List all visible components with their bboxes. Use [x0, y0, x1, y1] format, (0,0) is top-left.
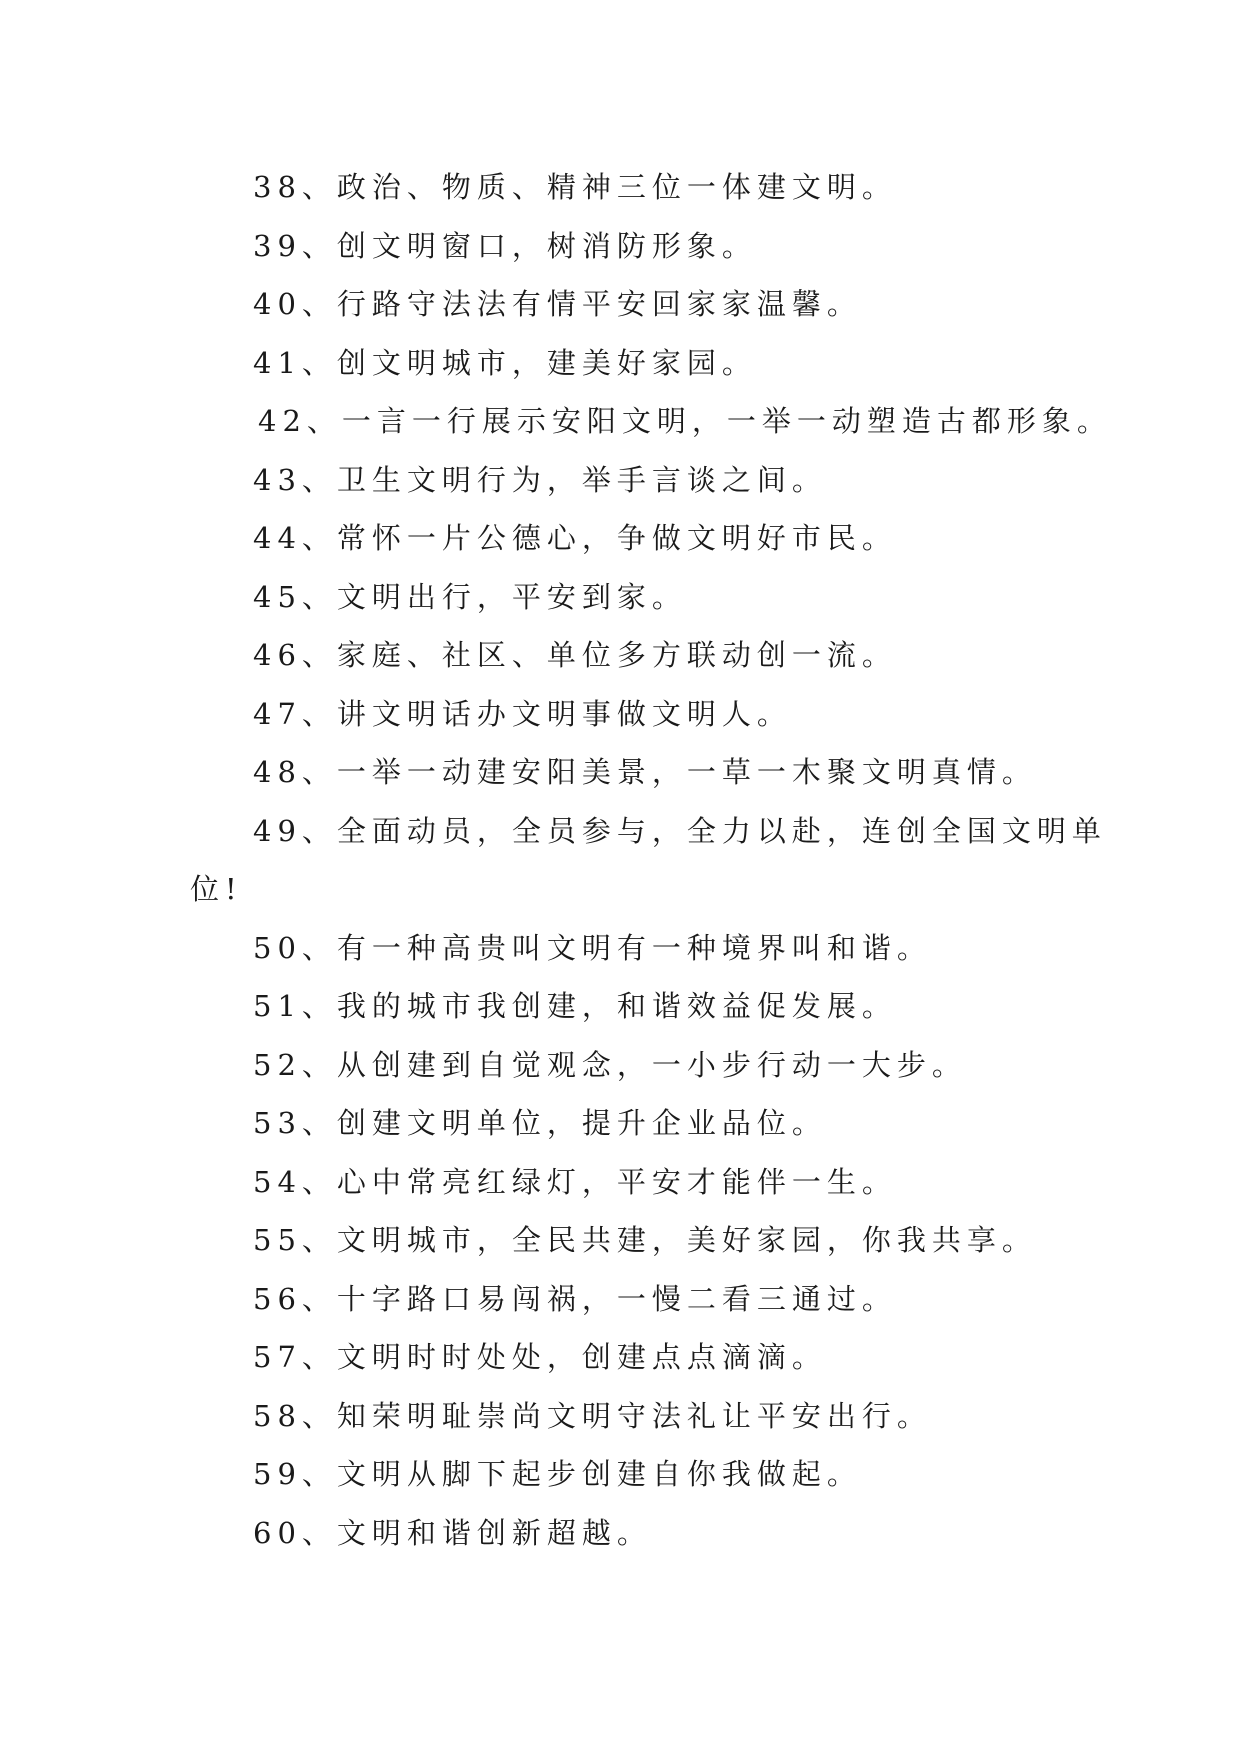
slogan-line-42: 42、一言一行展示安阳文明，一举一动塑造古都形象。 [258, 404, 1112, 438]
slogan-line-39: 39、创文明窗口，树消防形象。 [253, 228, 757, 263]
slogan-line-38: 38、政治、物质、精神三位一体建文明。 [253, 170, 897, 204]
slogan-line-49: 49、全面动员，全员参与，全力以赴，连创全国文明单 [253, 813, 1107, 848]
slogan-line-50: 50、有一种高贵叫文明有一种境界叫和谐。 [253, 930, 932, 965]
slogan-line-43: 43、卫生文明行为，举手言谈之间。 [253, 462, 827, 497]
slogan-line-46: 46、家庭、社区、单位多方联动创一流。 [253, 638, 897, 672]
slogan-line-47: 47、讲文明话办文明事做文明人。 [253, 696, 792, 731]
document-body [190, 158, 1112, 1562]
slogan-line-56: 56、十字路口易闯祸，一慢二看三通过。 [253, 1281, 897, 1316]
slogan-line-44: 44、常怀一片公德心，争做文明好市民。 [253, 521, 897, 555]
slogan-line-45: 45、文明出行，平安到家。 [253, 579, 687, 614]
slogan-line-58: 58、知荣明耻崇尚文明守法礼让平安出行。 [253, 1398, 932, 1433]
slogan-line-55: 55、文明城市，全民共建，美好家园，你我共享。 [253, 1223, 1037, 1257]
slogan-line-40: 40、行路守法法有情平安回家家温馨。 [253, 287, 862, 321]
slogan-line-41: 41、创文明城市，建美好家园。 [253, 345, 757, 380]
slogan-line-53: 53、创建文明单位，提升企业品位。 [253, 1106, 827, 1140]
slogan-line-48: 48、一举一动建安阳美景，一草一木聚文明真情。 [253, 755, 1037, 789]
slogan-line-59: 59、文明从脚下起步创建自你我做起。 [253, 1457, 862, 1491]
slogan-line-52: 52、从创建到自觉观念，一小步行动一大步。 [253, 1047, 967, 1082]
slogan-line-60: 60、文明和谐创新超越。 [253, 1515, 652, 1550]
slogan-line-57: 57、文明时时处处，创建点点滴滴。 [253, 1340, 827, 1374]
slogan-line-51: 51、我的城市我创建，和谐效益促发展。 [253, 989, 897, 1023]
slogan-line-54: 54、心中常亮红绿灯，平安才能伴一生。 [253, 1164, 897, 1199]
slogan-line-49-continued: 位! [190, 872, 243, 906]
